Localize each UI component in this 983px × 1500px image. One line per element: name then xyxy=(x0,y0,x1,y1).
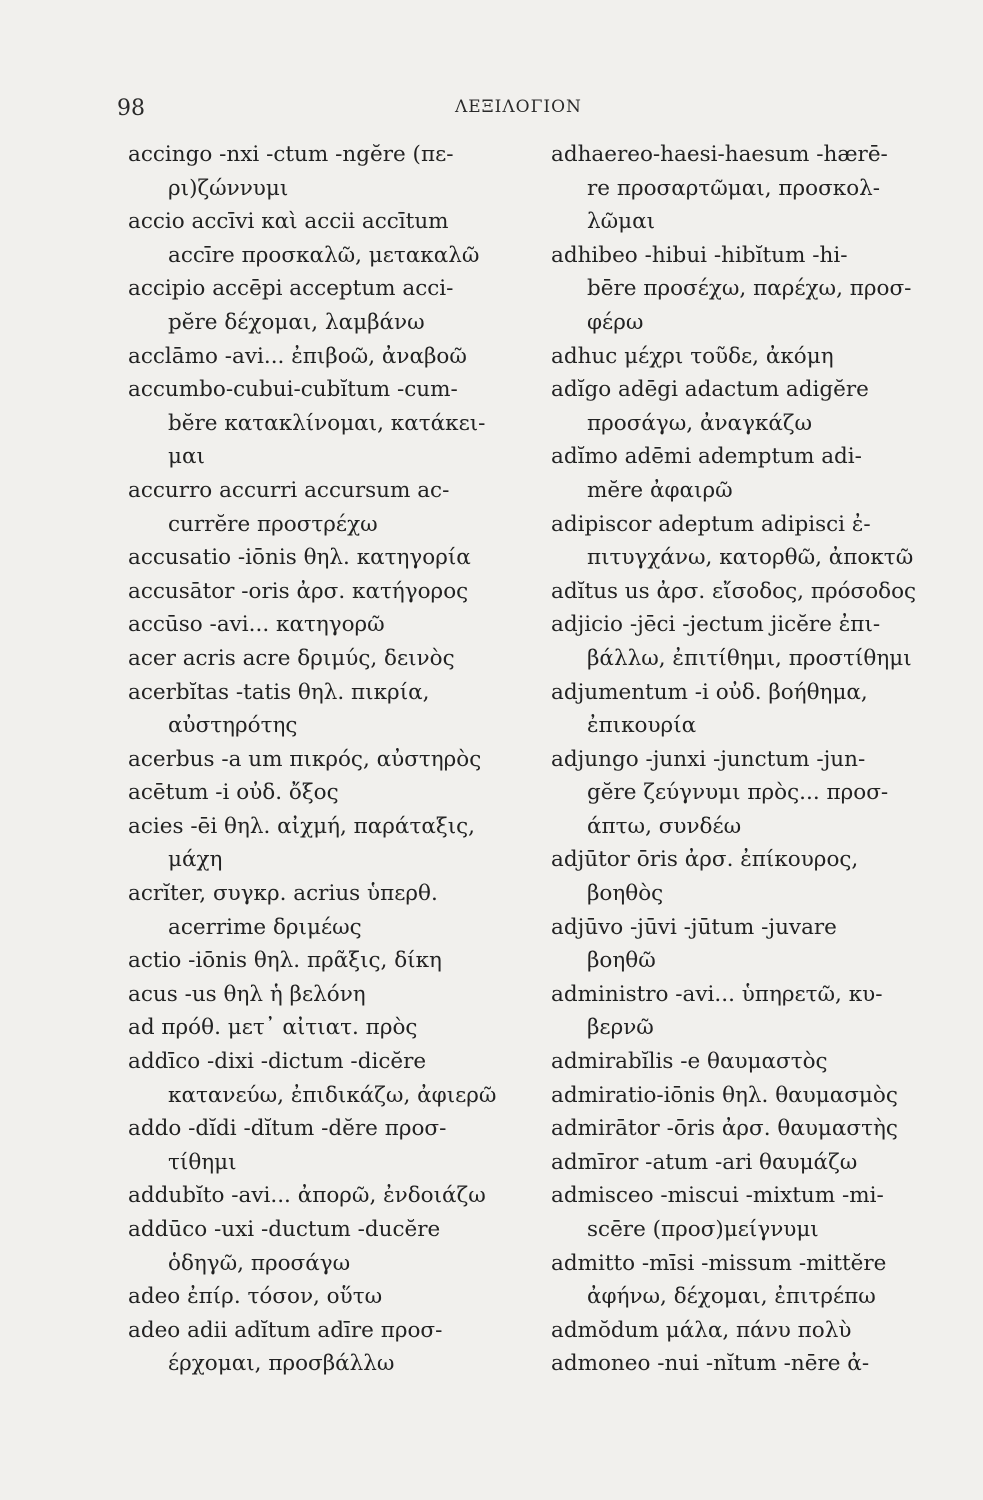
entry-headword-line: adjūtor ōris ἀρσ. ἐπίκουρος, xyxy=(551,847,859,873)
entry-continuation-line: ρι)ζώννυμι xyxy=(168,175,289,201)
entry-continuation-line: ὁδηγῶ, προσάγω xyxy=(168,1250,351,1276)
entry-headword-line: admirabĭlis -e θαυμαστὸς xyxy=(551,1049,828,1075)
entry-continuation-line: έρχομαι, προσβάλλω xyxy=(168,1351,395,1377)
entry-headword-line: admŏdum μάλα, πάνυ πολὺ xyxy=(551,1317,852,1343)
entry-headword-line: accusatio -iōnis θηλ. κατηγορία xyxy=(128,545,471,571)
entry-headword-line: accio accīvi καὶ accii accītum xyxy=(128,209,449,235)
entry-headword-line: ad πρόθ. μετ᾽ αἰτιατ. πρὸς xyxy=(128,1015,418,1041)
entry-headword-line: admisceo -miscui -mixtum -mi- xyxy=(551,1183,884,1209)
entry-continuation-line: ἐπικουρία xyxy=(587,713,697,739)
entry-headword-line: accipio accēpi acceptum acci- xyxy=(128,276,454,302)
entry-headword-line: acerbus -a um πικρός, αὐστηρὸς xyxy=(128,746,482,772)
entry-continuation-line: βοηθῶ xyxy=(587,948,656,974)
entry-continuation-line: βάλλω, ἐπιτίθημι, προστίθημι xyxy=(587,645,912,671)
entry-continuation-line: φέρω xyxy=(587,309,644,335)
entry-headword-line: adjungo -junxi -junctum -jun- xyxy=(551,746,866,772)
entry-headword-line: accusātor -oris ἀρσ. κατήγορος xyxy=(128,578,469,604)
entry-headword-line: addo -dĭdi -dĭtum -dĕre προσ- xyxy=(128,1116,447,1142)
entry-headword-line: acrĭter, συγκρ. acrius ὑπερθ. xyxy=(128,881,438,907)
entry-continuation-line: μαι xyxy=(168,444,205,470)
entry-headword-line: adjicio -jēci -jectum jicĕre ἐπι- xyxy=(551,612,881,638)
entry-headword-line: administro -avi... ὑπηρετῶ, κυ- xyxy=(551,981,883,1007)
entry-headword-line: acerbĭtas -tatis θηλ. πικρία, xyxy=(128,679,430,705)
entry-continuation-line: mĕre ἀφαιρῶ xyxy=(587,477,733,503)
entry-headword-line: adĭtus us ἀρσ. εἴσοδος, πρόσοδος xyxy=(551,578,917,604)
entry-continuation-line: re προσαρτῶμαι, προσκολ- xyxy=(587,175,881,201)
entry-continuation-line: gĕre ζεύγνυμι πρὸς... προσ- xyxy=(587,780,889,806)
entry-headword-line: addubĭto -avi... ἀπορῶ, ἐνδοιάζω xyxy=(128,1183,486,1209)
entry-headword-line: admoneo -nui -nĭtum -nēre ἀ- xyxy=(551,1351,870,1377)
entry-continuation-line: αὐστηρότης xyxy=(168,713,298,739)
entry-headword-line: admitto -mīsi -missum -mittĕre xyxy=(551,1250,887,1276)
entry-headword-line: addīco -dixi -dictum -dicĕre xyxy=(128,1049,427,1075)
entry-continuation-line: βοηθὸς xyxy=(587,881,664,907)
entry-headword-line: acer acris acre δριμύς, δεινὸς xyxy=(128,645,455,671)
entry-headword-line: admīror -atum -ari θαυμάζω xyxy=(551,1149,858,1175)
entry-headword-line: adjumentum -i οὐδ. βοήθημα, xyxy=(551,679,868,705)
entry-headword-line: adeo adii adĭtum adīre προσ- xyxy=(128,1317,443,1343)
entry-continuation-line: βερνῶ xyxy=(587,1015,654,1041)
entry-headword-line: adhuc μέχρι τοῦδε, ἀκόμη xyxy=(551,343,834,369)
entry-headword-line: addūco -uxi -ductum -ducĕre xyxy=(128,1217,441,1242)
running-title: ΛΕΞΙΛΟΓΙΟΝ xyxy=(455,97,582,117)
entry-headword-line: acētum -i οὐδ. ὄξος xyxy=(128,780,339,806)
entry-continuation-line: accīre προσκαλῶ, μετακαλῶ xyxy=(168,242,480,268)
entry-continuation-line: bēre προσέχω, παρέχω, προσ- xyxy=(587,276,912,302)
entry-headword-line: adhibeo -hibui -hibĭtum -hi- xyxy=(551,242,848,268)
entry-headword-line: adĭmo adēmi ademptum adi- xyxy=(551,444,862,470)
entry-headword-line: admirātor -ōris ἀρσ. θαυμαστὴς xyxy=(551,1116,898,1142)
entry-continuation-line: pĕre δέχομαι, λαμβάνω xyxy=(168,309,425,335)
entry-continuation-line: bĕre κατακλίνομαι, κατάκει- xyxy=(168,410,486,436)
entry-headword-line: actio -iōnis θηλ. πρᾶξις, δίκη xyxy=(128,948,442,974)
entry-continuation-line: acerrime δριμέως xyxy=(168,914,362,940)
entry-headword-line: acies -ēi θηλ. αἰχμή, παράταξις, xyxy=(128,813,476,839)
entry-headword-line: accumbo-cubui-cubĭtum -cum- xyxy=(128,377,458,403)
entry-headword-line: adjūvo -jūvi -jūtum -juvare xyxy=(551,914,837,940)
entry-headword-line: accurro accurri accursum ac- xyxy=(128,477,450,503)
entry-continuation-line: προσάγω, ἀναγκάζω xyxy=(587,410,813,436)
page-number: 98 xyxy=(117,96,145,121)
entry-continuation-line: τίθημι xyxy=(168,1149,237,1175)
entry-continuation-line: κατανεύω, ἐπιδικάζω, ἀφιερῶ xyxy=(168,1082,497,1108)
entry-continuation-line: scēre (προσ)μείγνυμι xyxy=(587,1217,819,1242)
entry-headword-line: adipiscor adeptum adipisci ἐ- xyxy=(551,511,871,537)
entry-continuation-line: άπτω, συνδέω xyxy=(587,813,742,839)
entry-continuation-line: πιτυγχάνω, κατορθῶ, ἀποκτῶ xyxy=(587,545,914,571)
entry-continuation-line: λῶμαι xyxy=(587,209,656,235)
entry-headword-line: acclāmo -avi... ἐπιβοῶ, ἀναβοῶ xyxy=(128,343,467,369)
entry-headword-line: accūso -avi... κατηγορῶ xyxy=(128,612,385,638)
left-column xyxy=(128,138,528,1381)
entry-headword-line: admiratio-iōnis θηλ. θαυμασμὸς xyxy=(551,1082,898,1108)
entry-headword-line: adĭgo adēgi adactum adigĕre xyxy=(551,377,869,403)
entry-headword-line: acus -us θηλ ἡ βελόνη xyxy=(128,981,366,1007)
right-column xyxy=(551,138,961,1381)
entry-headword-line: adhaereo-haesi-haesum -hærē- xyxy=(551,142,888,167)
entry-headword-line: adeo ἐπίρ. τόσον, οὕτω xyxy=(128,1284,383,1310)
entry-continuation-line: ἀφήνω, δέχομαι, ἐπιτρέπω xyxy=(587,1284,876,1310)
entry-continuation-line: μάχη xyxy=(168,847,223,873)
entry-continuation-line: currĕre προστρέχω xyxy=(168,511,378,537)
entry-headword-line: accingo -nxi -ctum -ngĕre (πε- xyxy=(128,142,454,167)
